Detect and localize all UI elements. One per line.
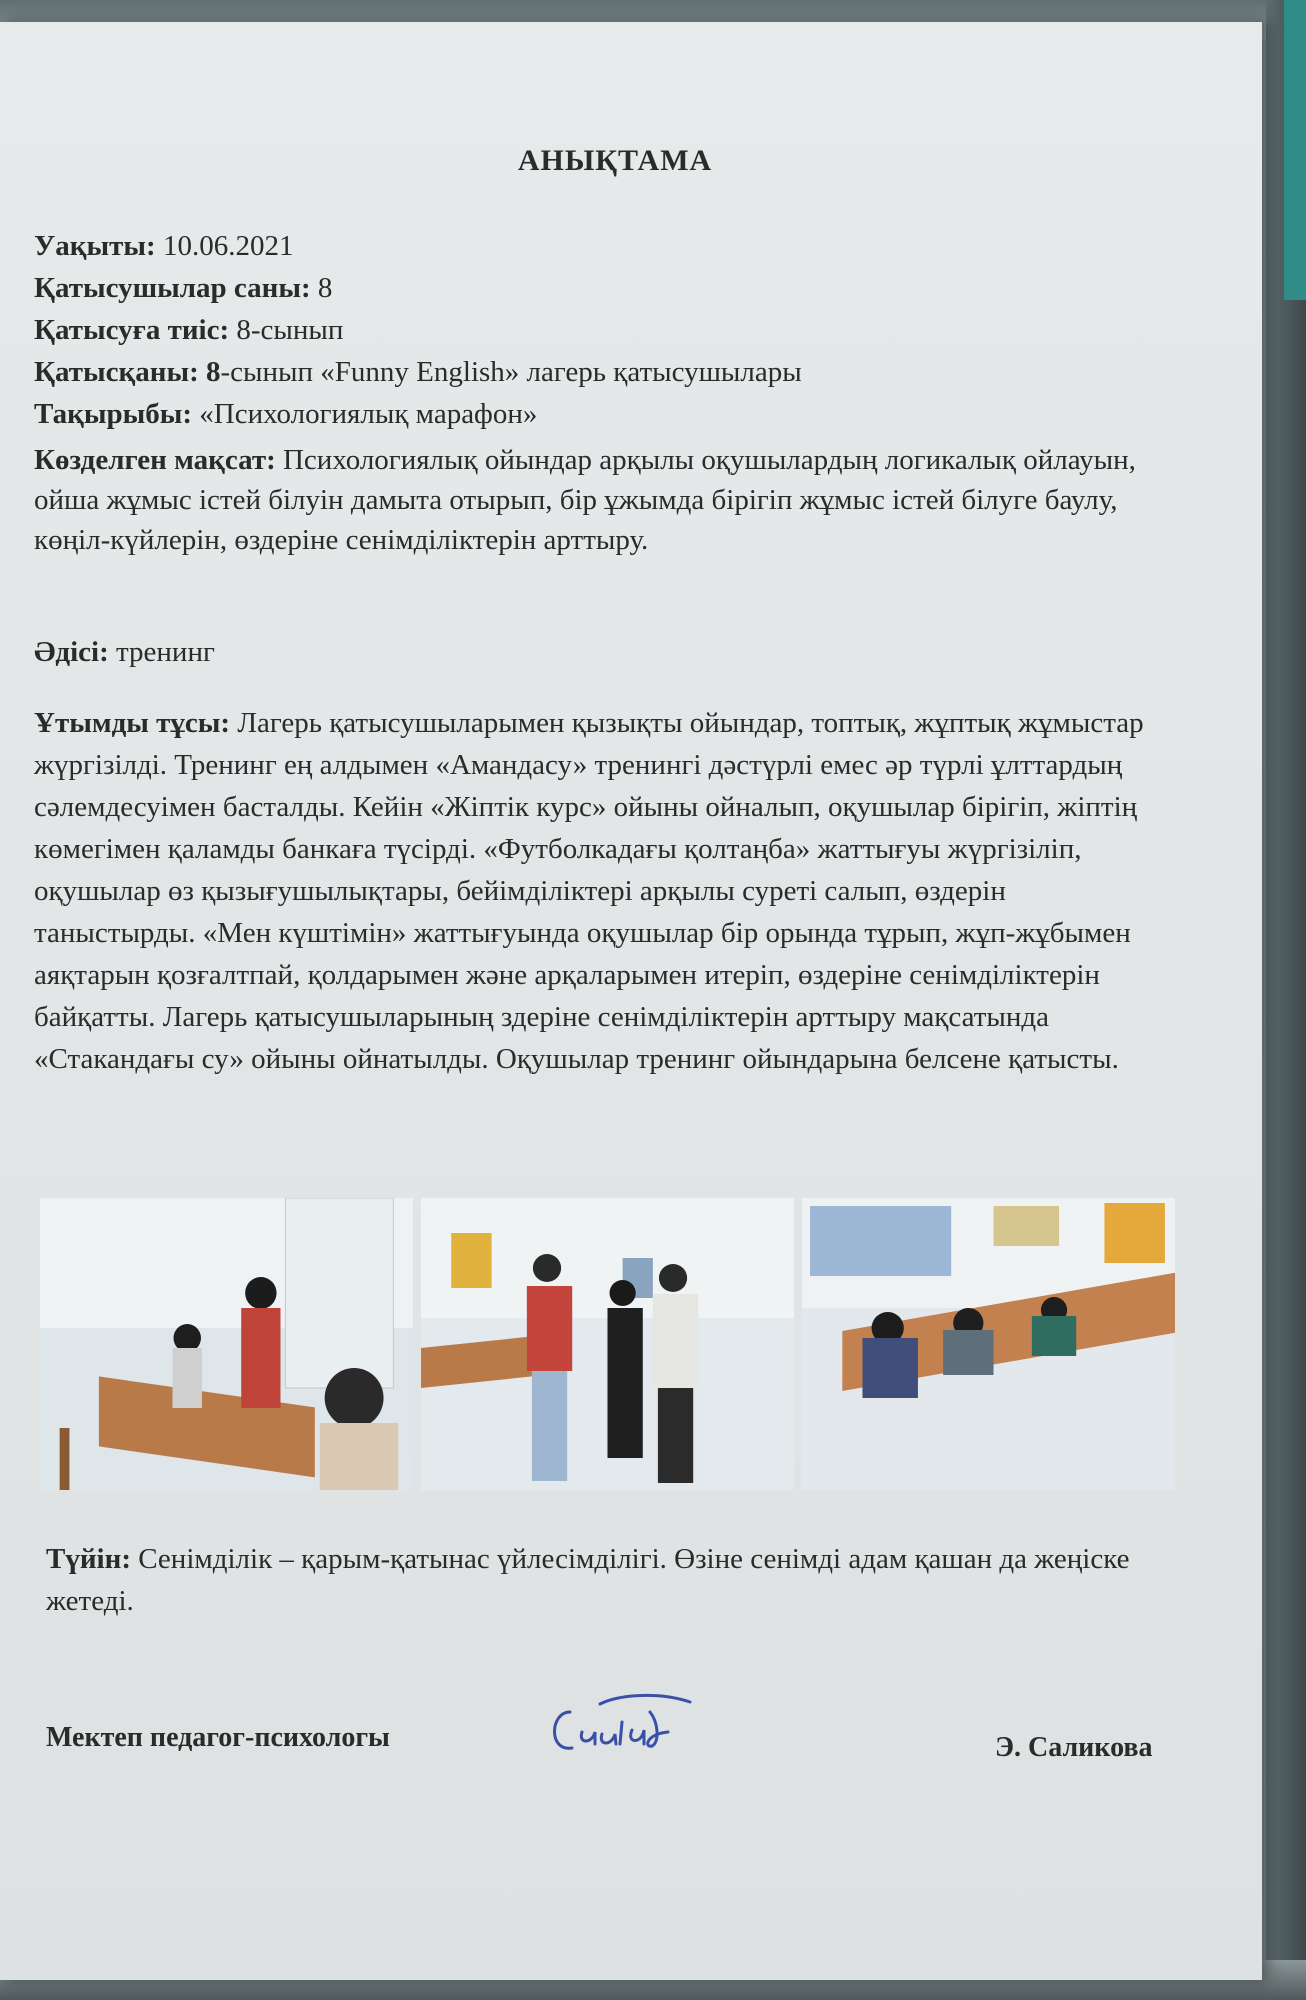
field-label: Қатысуға тиіс:	[34, 314, 230, 346]
field-value: -сынып «Funny English» лагерь қатысушылары	[220, 356, 802, 388]
conclusion-paragraph	[46, 1538, 1176, 1622]
goal-paragraph	[34, 440, 1174, 560]
goal-label: Көзделген мақсат:	[34, 444, 276, 476]
field-label: Әдісі:	[34, 636, 109, 668]
goal-text: Психологиялық ойындар арқылы оқушылардың логикалық ойлауын, ойша жұмыс істей білуін дамыта отырып, бір ұжымда бірігіп жұмыс істей білуге баулу, көңіл-күйлерін, өздеріне сенімділіктерін арттыру.	[34, 444, 1136, 556]
photo-background-right	[1266, 0, 1306, 2000]
handwritten-signature	[540, 1682, 720, 1772]
signatory-name: Э. Саликова	[995, 1732, 1153, 1763]
signatory-role: Мектеп педагог-психологы	[46, 1722, 390, 1753]
field-label: Тақырыбы:	[34, 398, 193, 430]
conclusion-text: Сенімділік – қарым-қатынас үйлесімділігі. Өзіне сенімді адам қашан да жеңіске жетеді.	[46, 1543, 1130, 1617]
document-page	[0, 22, 1262, 1980]
photo-classroom-3	[802, 1198, 1175, 1490]
field-topic	[34, 396, 537, 432]
field-label: Қатысқаны: 8	[34, 356, 221, 388]
photo-classroom-2	[421, 1198, 794, 1490]
field-value: 8	[310, 272, 333, 304]
field-value: 10.06.2021	[155, 230, 294, 262]
field-expected	[34, 312, 343, 348]
field-attended	[34, 354, 802, 390]
summary-text: Лагерь қатысушыларымен қызықты ойындар, топтық, жұптық жұмыстар жүргізілді. Тренинг ең алдымен «Амандасу» тренингі дәстүрлі емес әр түрлі ұлттардың сәлемдесуімен басталды. Кейін «Жіптік курс» ойыны ойналып, оқушылар бірігіп, жіптің көмегімен қаламды банкаға түсірді. «Футболкадағы қолтаңба» жаттығуы жүргізіліп, оқушылар өз қызығушылықтары, бейімділіктері арқылы суреті салып, өздерін таныстырды. «Мен күштімін» жаттығуында оқушылар бір орында тұрып, жұп-жұбымен аяқтарын қозғалтпай, қолдарымен және арқаларымен итеріп, өздеріне сенімділіктерін байқатты. Лагерь қатысушыларының здеріне сенімділіктерін арттыру мақсатында «Стакандағы су» ойыны ойнатылды. Оқушылар тренинг ойындарына белсене қатысты.	[34, 707, 1144, 1075]
field-value: «Психологиялық марафон»	[192, 398, 538, 430]
field-label: Уақыты:	[34, 230, 156, 262]
conclusion-label: Түйін:	[46, 1543, 131, 1575]
summary-label: Ұтымды тұсы:	[34, 707, 231, 739]
field-participants-count	[34, 270, 332, 306]
folder-edge	[1284, 0, 1306, 300]
document-title: АНЫҚТАМА	[517, 144, 713, 177]
photo-strip	[40, 1198, 1175, 1490]
field-value: тренинг	[108, 636, 215, 668]
field-time	[34, 228, 293, 264]
summary-paragraph	[34, 702, 1174, 1080]
field-label: Қатысушылар саны:	[34, 272, 311, 304]
field-method	[34, 634, 215, 670]
photo-classroom-1	[40, 1198, 413, 1490]
field-value: 8-сынып	[229, 314, 344, 346]
